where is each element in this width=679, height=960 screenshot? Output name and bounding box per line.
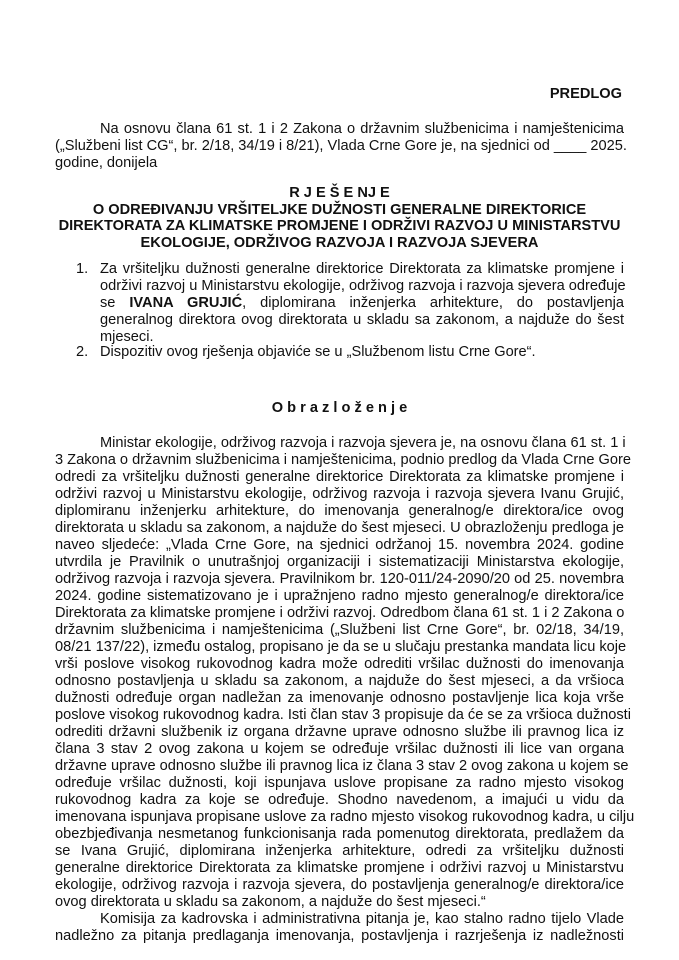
text-line: održivi razvoj u Ministarstvu ekologije, održivog razvoja i razvoja sjevera Ivanu Grujić, xyxy=(55,486,624,502)
text-line: direktorata u skladu sa zakonom, a najduže do šest mjeseci. U obrazloženju predloga je xyxy=(55,520,624,536)
text-line: diplomiranu inženjerku arhitekture, do imenovanja generalnog/e direktora/ice ovog xyxy=(55,503,624,519)
text-line xyxy=(100,295,624,312)
text-line: 3 Zakona o državnim službenicima i namještenicima, podnio predlog da Vlada Crne Gore xyxy=(55,452,631,468)
text-line: poslove visokog rukovodnog kadra. Isti član stav 3 propisuje da će se za vršioca dužnosti xyxy=(55,707,631,723)
text-line: člana 3 stav 2 ovog zakona u kojem se određuje vršilac dužnosti ili lice van organa xyxy=(55,741,624,757)
text-line: nadležno za pitanja predlaganja imenovanja, postavljenja i razrješenja iz nadležnosti xyxy=(55,928,624,944)
text-line: naveo sljedeće: „Vlada Crne Gore, na sjednici održanoj 15. novembra 2024. godine xyxy=(55,537,624,553)
text-fragment: , diplomirana inženjerka arhitekture, do postavljenja xyxy=(242,295,624,311)
text-line: mjeseci. xyxy=(100,329,154,345)
text-line: („Službeni list CG“, br. 2/18, 34/19 i 8/21), Vlada Crne Gore je, na sjednici od ____ 2025. xyxy=(55,138,627,154)
text-line: Na osnovu člana 61 st. 1 i 2 Zakona o državnim službenicima i namještenicima xyxy=(100,121,624,137)
title-line: O ODREĐIVANJU VRŠITELJKE DUŽNOSTI GENERALNE DIREKTORICE xyxy=(92,201,587,218)
text-line: održivi razvoj u Ministarstvu ekologije, održivog razvoja i razvoja sjevera određuje xyxy=(100,278,626,294)
text-line: se Ivana Grujić, diplomirana inženjerka arhitekture, odredi za vršiteljku dužnosti xyxy=(55,843,624,859)
text-line: Ministar ekologije, održivog razvoja i razvoja sjevera je, na osnovu člana 61 st. 1 i xyxy=(100,435,626,451)
text-line: utvrdila je Pravilnik o unutrašnjoj organizaciji i sistematizaciji Ministarstva ekologije, xyxy=(55,554,624,570)
intro-paragraph xyxy=(55,121,627,172)
text-line: odnosno postavljenja u skladu sa zakonom, a najduže do šest mjeseci, a da vršioca xyxy=(55,673,624,689)
text-line: rukovodnog kadra za koje se određuje. Shodno navedenom, a imajući u vidu da xyxy=(55,792,624,808)
text-line: državne uprave odnosno službe ili pravnog lica iz člana 3 stav 2 ovog zakona u kojem se xyxy=(55,758,629,774)
text-line: obezbjeđivanja nesmetanog funkcionisanja rada pomenutog direktorata, predlažem da xyxy=(55,826,624,842)
text-line: 2024. godine sistematizovano je i upražnjeno radno mjesto generalnog/e direktora/ice xyxy=(55,588,624,604)
text-line: Za vršiteljku dužnosti generalne direktorice Direktorata za klimatske promjene i xyxy=(100,261,624,277)
item-number: 1. xyxy=(76,261,89,277)
text-line: generalne direktorice Direktorata za klimatske promjene i održivi razvoj u Ministarstvu xyxy=(55,860,624,876)
text-line: Direktorata za klimatske promjene i održivi razvoj. Odredbom člana 61 st. 1 i 2 Zakona o xyxy=(55,605,625,621)
decision-title xyxy=(55,185,624,251)
explanation-heading: O b r a z l o ž e n j e xyxy=(271,400,408,416)
text-line: određuje vršilac dužnosti, koji ispunjava uslove propisane za radno mjesto visokog xyxy=(55,775,624,791)
decision-heading: R J E Š E NJ E xyxy=(289,185,390,201)
appointee-name: IVANA GRUJIĆ xyxy=(129,295,243,311)
explanation-body xyxy=(55,435,635,945)
text-line: generalnog direktora ovog direktorata u skladu sa zakonom, a najduže do šest xyxy=(100,312,624,328)
text-line: 08/21 137/22), između ostalog, propisano je da se u slučaju prestanka mandata licu koje xyxy=(55,639,627,655)
text-line: odrediti državni službenik iz organa državne uprave odnosno službe ili pravnog lica iz xyxy=(55,724,624,740)
text-line: dužnosti određuje organ nadležan za imenovanje odnosno postavljenje lica koja vrše xyxy=(55,690,624,706)
text-line: održivog razvoja i razvoja sjevera. Pravilnikom br. 120-011/24-2090/20 od 25. novembra xyxy=(55,571,624,587)
decision-item-2 xyxy=(76,344,624,361)
title-line: DIREKTORATA ZA KLIMATSKE PROMJENE I ODRŽIVI RAZVOJ U MINISTARSTVU xyxy=(58,218,621,234)
text-line: vrši poslove visokog rukovodnog kadra može odrediti vršilac dužnosti do imenovanja xyxy=(55,656,624,672)
text-line: odredi za vršiteljku dužnosti generalne direktorice Direktorata za klimatske promjene i xyxy=(55,469,624,485)
text-line: godine, donijela xyxy=(55,155,158,171)
text-line: Komisija za kadrovska i administrativna pitanja je, kao stalno radno tijelo Vlade xyxy=(100,911,624,927)
title-line: EKOLOGIJE, ODRŽIVOG RAZVOJA I RAZVOJA SJEVERA xyxy=(140,234,539,251)
item-number: 2. xyxy=(76,344,89,360)
text-line: državnim službenicima i namještenicima („Službeni list Crne Gore“, br. 02/18, 34/19, xyxy=(55,622,624,638)
text-line: ekologije, održivog razvoja i razvoja sjevera, do postavljenja generalnog/e direktora/ice xyxy=(55,877,624,893)
decision-item-1 xyxy=(76,261,626,346)
text-line: imenovana ispunjava propisane uslove za radno mjesto visokog rukovodnog kadra, u cilju xyxy=(55,809,635,825)
proposal-label: PREDLOG xyxy=(549,86,622,102)
text-line: Dispozitiv ovog rješenja objaviće se u „Službenom listu Crne Gore“. xyxy=(100,344,536,360)
text-fragment: se xyxy=(100,295,130,311)
text-line: ovog direktorata u skladu sa zakonom, a najduže do šest mjeseci.“ xyxy=(55,894,486,910)
